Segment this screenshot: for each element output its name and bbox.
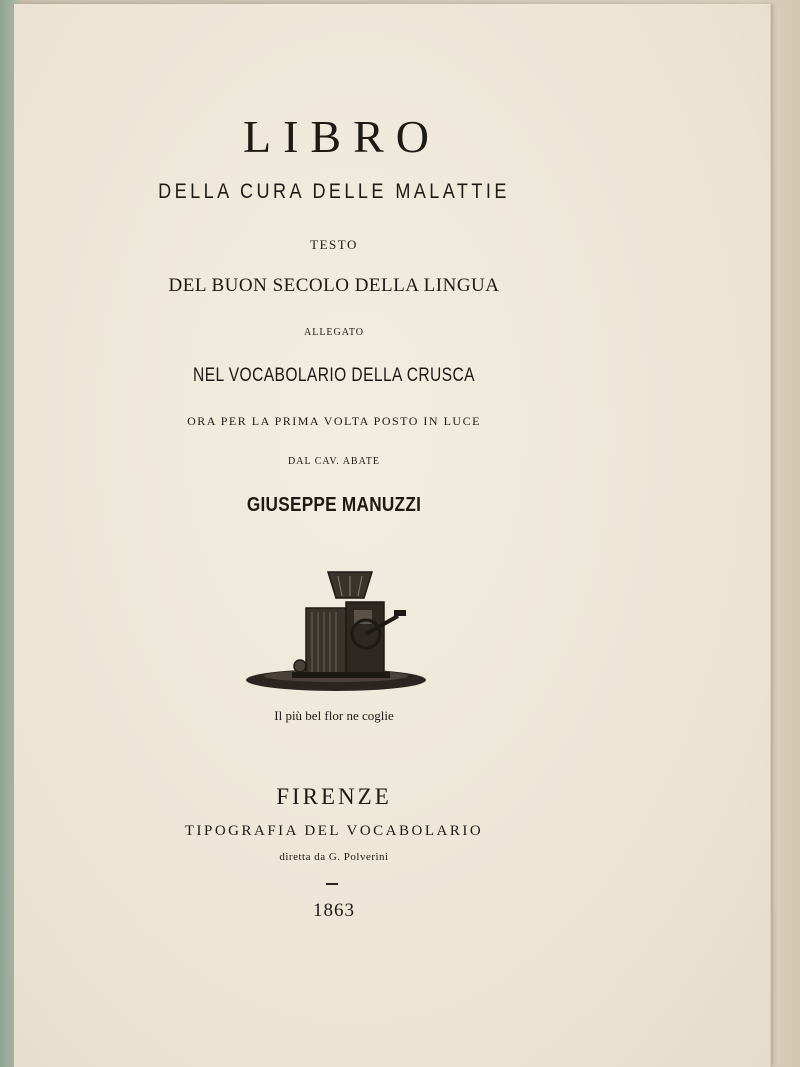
book-title: LIBRO	[243, 111, 441, 162]
printer-director: diretta da G. Polverini	[279, 851, 389, 863]
publication-city: FIRENZE	[276, 784, 392, 809]
first-publication-line: ORA PER LA PRIMA VOLTA POSTO IN LUCE	[187, 414, 481, 428]
title-page	[14, 4, 771, 1067]
author-name: GIUSEPPE MANUZZI	[246, 494, 422, 516]
flour-sifting-machine-icon	[242, 564, 428, 700]
divider	[326, 883, 338, 885]
buon-secolo-line: DEL BUON SECOLO DELLA LINGUA	[168, 275, 500, 296]
editor-prefix: DAL CAV. ABATE	[288, 456, 380, 467]
motto: Il più bel flor ne coglie	[274, 708, 394, 723]
allegato-label: ALLEGATO	[303, 327, 365, 338]
publication-year: 1863	[313, 900, 355, 921]
book-subtitle: DELLA CURA DELLE MALATTIE	[158, 180, 510, 203]
printer-name: TIPOGRAFIA DEL VOCABOLARIO	[184, 823, 484, 839]
vocabolario-line: NEL VOCABOLARIO DELLA CRUSCA	[193, 365, 475, 386]
testo-label: TESTO	[310, 237, 358, 252]
